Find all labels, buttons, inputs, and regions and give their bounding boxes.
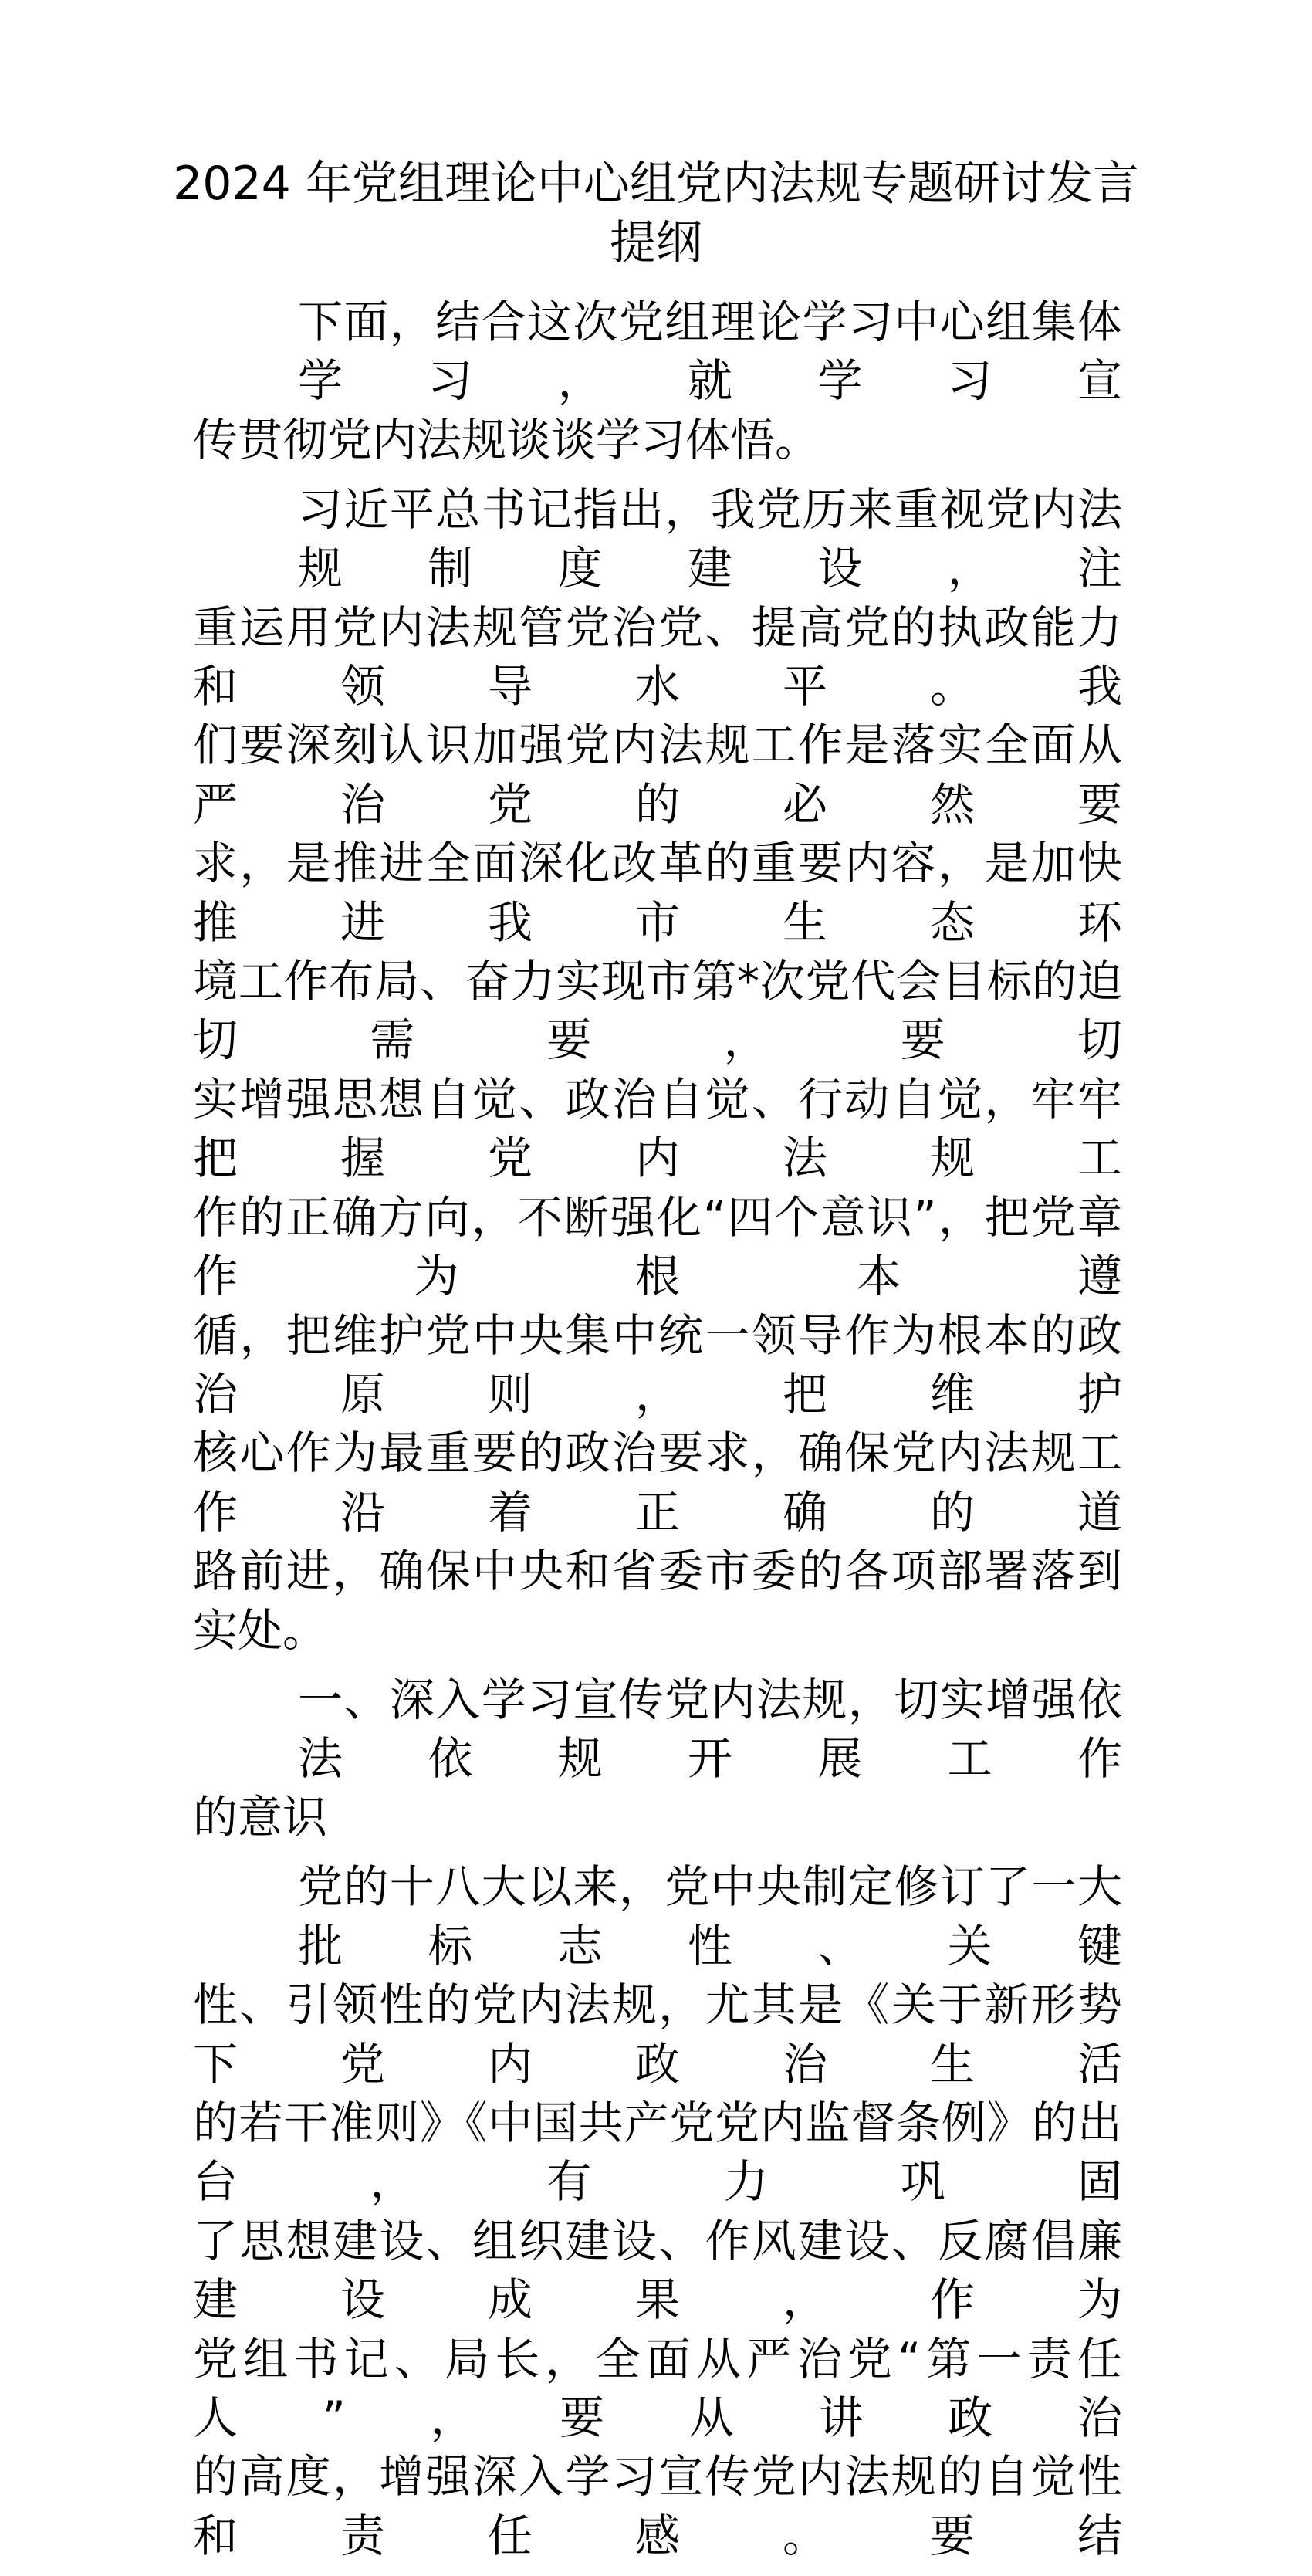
document-body bbox=[193, 293, 1122, 2576]
paragraph bbox=[193, 293, 1122, 469]
text-line: 习近平总书记指出，我党历来重视党内法规制度建设，注 bbox=[298, 482, 1122, 595]
text-line: 的若干准则》《中国共产党党内监督条例》的出台，有力巩固 bbox=[193, 2096, 1122, 2209]
text-line: 性、引领性的党内法规，尤其是《关于新形势下党内政治生活 bbox=[193, 1979, 1122, 2090]
text-line: 下面，结合这次党组理论学习中心组集体学习，就学习宣 bbox=[298, 296, 1122, 408]
text-line: 作的正确方向，不断强化“四个意识”，把党章作为根本遵 bbox=[193, 1190, 1122, 1303]
text-line: 实增强思想自觉、政治自觉、行动自觉，牢牢把握党内法规工 bbox=[193, 1072, 1122, 1185]
section-heading bbox=[193, 1671, 1122, 1847]
text-line: 的高度，增强深入学习宣传党内法规的自觉性和责任感。要结 bbox=[193, 2450, 1122, 2562]
text-line: 循，把维护党中央集中统一领导作为根本的政治原则，把维护 bbox=[193, 1308, 1122, 1420]
paragraph bbox=[193, 1857, 1122, 2565]
text-line: 们要深刻认识加强党内法规工作是落实全面从严治党的必然要 bbox=[193, 719, 1122, 831]
text-line: 的意识 bbox=[193, 1791, 328, 1844]
text-line: 路前进，确保中央和省委市委的各项部署落到实处。 bbox=[193, 1545, 1122, 1657]
text-line: 境工作布局、奋力实现市第*次党代会目标的迫切需要，要切 bbox=[193, 955, 1122, 1067]
text-line: 核心作为最重要的政治要求，确保党内法规工作沿着正确的道 bbox=[193, 1427, 1122, 1538]
document-title bbox=[116, 154, 1196, 273]
text-line: 传贯彻党内法规谈谈学习体悟。 bbox=[193, 413, 820, 466]
title-line: 2024 年党组理论中心组党内法规专题研讨发言 bbox=[173, 157, 1139, 211]
title-line: 提纲 bbox=[610, 216, 702, 270]
text-line: 了思想建设、组织建设、作风建设、反腐倡廉建设成果，作为 bbox=[193, 2214, 1122, 2327]
text-line: 重运用党内法规管党治党、提高党的执政能力和领导水平。我 bbox=[193, 601, 1122, 713]
text-line: 求，是推进全面深化改革的重要内容，是加快推进我市生态环 bbox=[193, 837, 1122, 949]
text-line: 党组书记、局长，全面从严治党“第一责任人”，要从讲政治 bbox=[193, 2332, 1122, 2444]
text-line: 党的十八大以来，党中央制定修订了一大批标志性、关键 bbox=[298, 1860, 1122, 1972]
text-line: 一、深入学习宣传党内法规，切实增强依法依规开展工作 bbox=[298, 1673, 1122, 1785]
paragraph bbox=[193, 480, 1122, 1660]
